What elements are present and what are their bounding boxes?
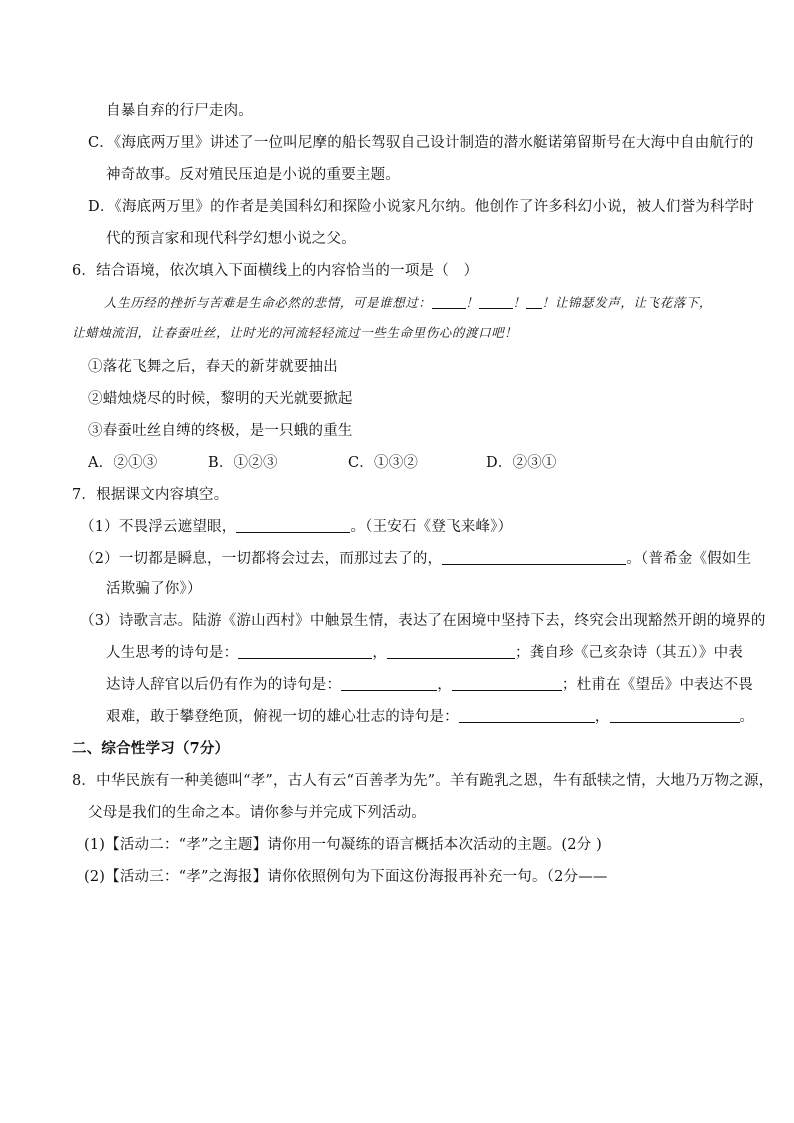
q7-part3-blank-1[interactable] xyxy=(238,644,372,659)
q6-option-c[interactable]: C．①③② xyxy=(348,455,419,471)
q7-part3-blank-2[interactable] xyxy=(387,644,515,659)
q7-part3-line1: （3）诗歌言志。陆游《游山西村》中触景生情，表达了在困境中坚持下去，终究会出现豁然开朗的境界的 xyxy=(80,613,766,629)
q8-stem-line1: 8．中华民族有一种美德叫“孝”，古人有云“百善孝为先”。羊有跪乳之恩，牛有舐犊之情，大地乃万物之源， xyxy=(72,773,774,789)
q6-blank-1[interactable] xyxy=(432,294,466,309)
q8-sub1: (1)【活动二：“孝”之主题】请你用一句凝练的语言概括本次活动的主题。(2分 ) xyxy=(84,837,603,853)
q6-sep: ！让锦瑟发声，让飞花落下， xyxy=(541,295,713,310)
q7-part3-line2 xyxy=(106,643,743,663)
q6-passage-line2: 让蜡烛流泪，让春蚕吐丝，让时光的河流轻轻流过一些生命里伤心的渡口吧！ xyxy=(72,325,518,340)
q6-passage-text: 人生历经的挫折与苦难是生命必然的悲情，可是谁想过： xyxy=(104,295,432,310)
q7-part1 xyxy=(80,517,512,537)
q7-part3-blank-4[interactable] xyxy=(452,676,562,691)
q7-part3-blank-6[interactable] xyxy=(610,708,740,723)
q5-option-d-line2: 代的预言家和现代科学幻想小说之父。 xyxy=(106,231,356,247)
q6-passage-line1 xyxy=(104,293,712,313)
q5-option-d-line1: D．《海底两万里》的作者是美国科幻和探险小说家凡尔纳。他创作了许多科幻小说，被人们誉为科学时 xyxy=(88,199,755,215)
q7-part3-text: 达诗人辞官以后仍有作为的诗句是： xyxy=(106,677,342,693)
q7-sep: ， xyxy=(437,677,452,693)
q6-blank-2[interactable] xyxy=(479,294,513,309)
q7-part3-line3 xyxy=(106,675,753,695)
q6-blank-3[interactable] xyxy=(526,294,542,309)
q6-option-b[interactable]: B．①②③ xyxy=(208,455,278,471)
q5-option-c-line1: C．《海底两万里》讲述了一位叫尼摩的船长驾驭自己设计制造的潜水艇诺第留斯号在大海中自由航行的 xyxy=(88,135,754,151)
q7-part3-blank-5[interactable] xyxy=(459,708,595,723)
q5-option-c-line2: 神奇故事。反对殖民压迫是小说的重要主题。 xyxy=(106,167,400,183)
q7-part3-blank-3[interactable] xyxy=(341,676,437,691)
q7-sep: ， xyxy=(372,645,388,661)
q7-sep: 。 xyxy=(739,709,755,725)
q6-sep: ！ xyxy=(512,295,526,310)
q6-sep: ！ xyxy=(465,295,479,310)
q7-part2-text: （2）一切都是瞬息，一切都将会过去，而那过去了的， xyxy=(80,551,443,567)
q7-part3-text: 人生思考的诗句是： xyxy=(106,645,239,661)
q8-sub2: (2)【活动三：“孝”之海报】请你依照例句为下面这份海报再补充一句。（2分—— xyxy=(84,869,608,885)
q7-part3-text: ；龚自珍《己亥杂诗（其五）》中表 xyxy=(515,645,743,661)
q7-stem: 7．根据课文内容填空。 xyxy=(72,487,229,503)
q6-option-d[interactable]: D．②③① xyxy=(486,455,557,471)
q5-continuation: 自暴自弃的行尸走肉。 xyxy=(106,103,253,119)
q7-part2-cont: 活欺骗了你》） xyxy=(106,581,202,597)
q6-item-3: ③春蚕吐丝自缚的终极，是一只蛾的重生 xyxy=(88,423,353,439)
q7-part1-text: （1）不畏浮云遮望眼， xyxy=(80,519,237,535)
q7-part2 xyxy=(80,549,751,569)
q6-item-1: ①落花飞舞之后，春天的新芽就要抽出 xyxy=(88,359,338,375)
q7-part3-text: ；杜甫在《望岳》中表达不畏 xyxy=(561,677,754,693)
q6-item-2: ②蜡烛烧尽的时候，黎明的天光就要掀起 xyxy=(88,391,353,407)
q7-part1-source: 。（王安石《登飞来峰》） xyxy=(350,519,513,535)
q8-stem-line2: 父母是我们的生命之本。请你参与并完成下列活动。 xyxy=(88,805,427,821)
q7-part1-blank[interactable] xyxy=(236,518,350,533)
q7-part3-line4 xyxy=(106,707,754,727)
section2-heading: 二、综合性学习（7分） xyxy=(72,740,230,757)
q7-part3-text: 艰难，敢于攀登绝顶，俯视一切的雄心壮志的诗句是： xyxy=(106,709,459,725)
q6-option-a[interactable]: A．②①③ xyxy=(88,455,158,471)
q7-part2-blank[interactable] xyxy=(442,550,626,565)
q7-sep: ， xyxy=(594,709,610,725)
q7-part2-source: 。（普希金《假如生 xyxy=(626,551,752,567)
q6-stem: 6．结合语境，依次填入下面横线上的内容恰当的一项是（ ） xyxy=(72,263,479,279)
